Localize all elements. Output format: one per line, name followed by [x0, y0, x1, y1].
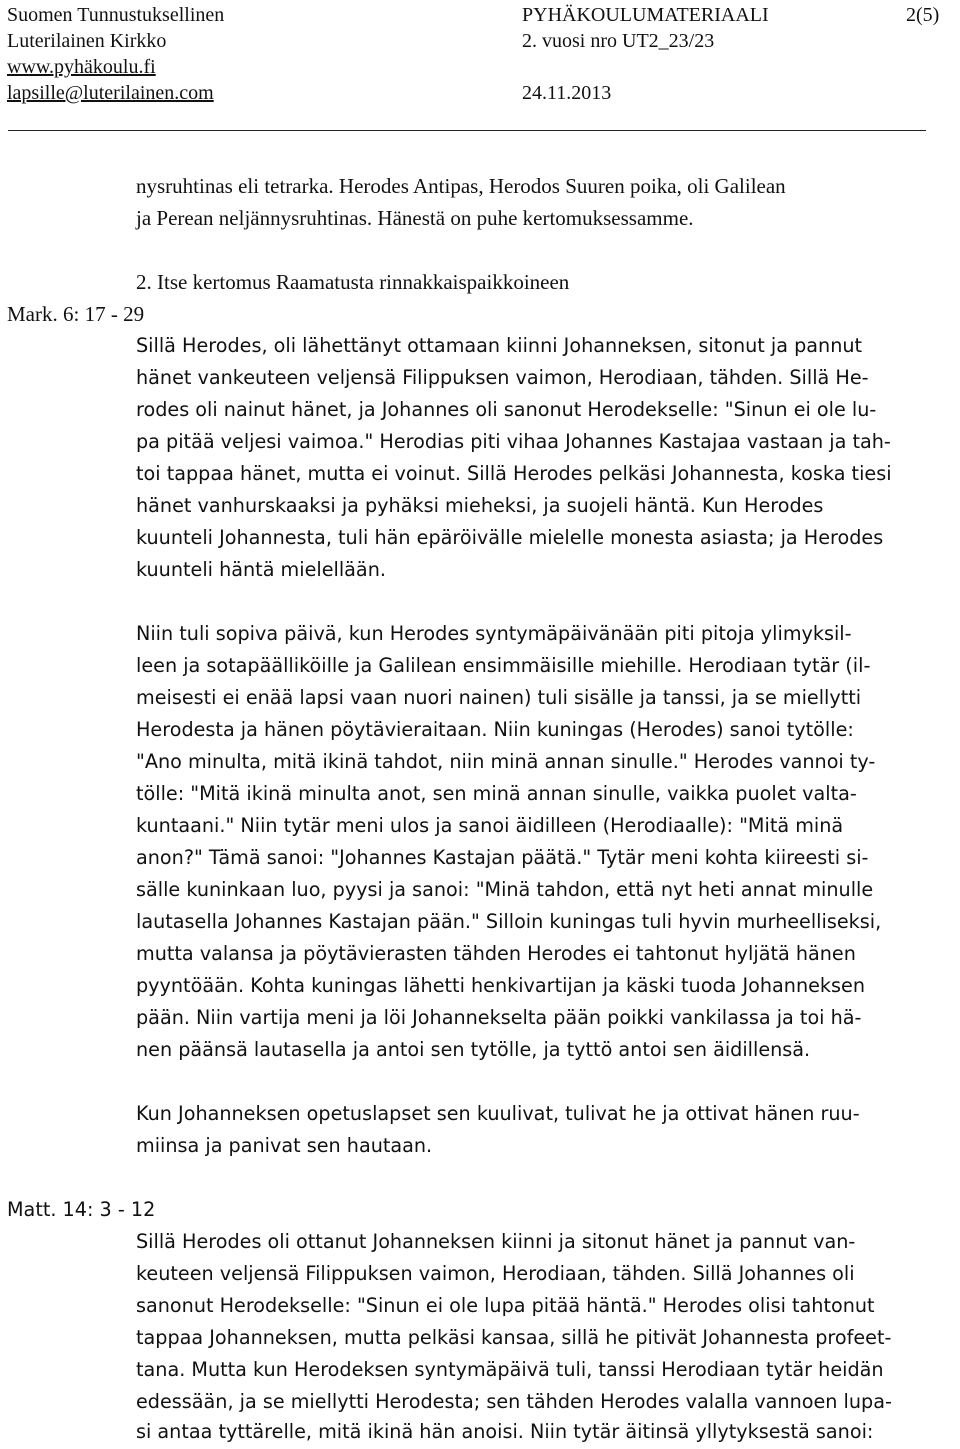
email-link[interactable]: lapsille@luterilainen.com — [7, 82, 214, 104]
text-line: meisesti ei enää lapsi vaan nuori nainen) tuli sisälle ja tanssi, ja se miellytti — [136, 686, 862, 709]
text-line: Herodesta ja hänen pöytävieraitaan. Niin kuningas (Herodes) sanoi tytölle: — [136, 718, 854, 741]
text-line: Kun Johanneksen opetuslapset sen kuulivat, tulivat he ja ottivat hänen ruu- — [136, 1102, 860, 1125]
text-line: pään. Niin vartija meni ja löi Johannekselta pään poikki vankilassa ja toi hä- — [136, 1006, 862, 1029]
text-line: hänet vanhurskaaksi ja pyhäksi mieheksi, ja suojeli häntä. Kun Herodes — [136, 494, 824, 517]
org-name-line2: Luterilainen Kirkko — [7, 30, 167, 52]
header-divider — [8, 130, 926, 131]
text-line: nen päänsä lautasella ja antoi sen tytölle, ja tyttö antoi sen äidillensä. — [136, 1038, 811, 1061]
text-line: keuteen veljensä Filippuksen vaimon, Herodiaan, tähden. Sillä Johannes oli — [136, 1262, 855, 1285]
text-line: tana. Mutta kun Herodeksen syntymäpäivä tuli, tanssi Herodiaan tytär heidän — [136, 1358, 884, 1381]
material-title: PYHÄKOULUMATERIAALI — [522, 4, 769, 26]
text-line: rodes oli nainut hänet, ja Johannes oli sanonut Herodekselle: "Sinun ei ole lu- — [136, 398, 877, 421]
text-line: edessään, ja se miellytti Herodesta; sen tähden Herodes valalla vannoen lupa- — [136, 1390, 892, 1413]
text-line: Niin tuli sopiva päivä, kun Herodes syntymäpäivänään piti pitoja ylimyksil- — [136, 622, 852, 645]
text-line: tappaa Johanneksen, mutta pelkäsi kansaa, sillä he pitivät Johannesta profeet- — [136, 1326, 892, 1349]
text-line: nysruhtinas eli tetrarka. Herodes Antipas, Herodos Suuren poika, oli Galilean — [136, 174, 786, 198]
matt-reference: Matt. 14: 3 - 12 — [7, 1198, 156, 1221]
text-line: pa pitää veljesi vaimoa." Herodias piti vihaa Johannes Kastajaa vastaan ja tah- — [136, 430, 891, 453]
lesson-date: 24.11.2013 — [522, 82, 612, 104]
text-line: toi tappaa hänet, mutta ei voinut. Sillä Herodes pelkäsi Johannesta, koska tiesi — [136, 462, 892, 485]
text-line: kuunteli Johannesta, tuli hän epäröivälle mielelle monesta asiasta; ja Herodes — [136, 526, 884, 549]
text-line: Sillä Herodes, oli lähettänyt ottamaan kiinni Johanneksen, sitonut ja pannut — [136, 334, 863, 357]
text-line: anon?" Tämä sanoi: "Johannes Kastajan päätä." Tytär meni kohta kiireesti si- — [136, 846, 869, 869]
page-number: 2(5) — [906, 4, 940, 26]
mark-reference: Mark. 6: 17 - 29 — [7, 302, 145, 326]
text-line: kuntaani." Niin tytär meni ulos ja sanoi äidilleen (Herodiaalle): "Mitä minä — [136, 814, 844, 837]
text-line: hänet vankeuteen veljensä Filippuksen vaimon, Herodiaan, tähden. Sillä He- — [136, 366, 869, 389]
text-line: pyyntöään. Kohta kuningas lähetti henkivartijan ja käski tuoda Johanneksen — [136, 974, 866, 997]
org-name-line1: Suomen Tunnustuksellinen — [7, 4, 225, 26]
text-line: Sillä Herodes oli ottanut Johanneksen kiinni ja sitonut hänet ja pannut van- — [136, 1230, 856, 1253]
lesson-code: 2. vuosi nro UT2_23/23 — [522, 30, 715, 52]
text-line: lautasella Johannes Kastajan pään." Silloin kuningas tuli hyvin murheelliseksi, — [136, 910, 882, 933]
text-line: leen ja sotapäälliköille ja Galilean ensimmäisille miehille. Herodiaan tytär (il- — [136, 654, 871, 677]
text-line: ja Perean neljännysruhtinas. Hänestä on puhe kertomuksessamme. — [136, 206, 694, 230]
text-line: si antaa tyttärelle, mitä ikinä hän anoisi. Niin tytär äitinsä yllytyksestä sanoi: — [136, 1420, 874, 1443]
text-line: sanonut Herodekselle: "Sinun ei ole lupa pitää häntä." Herodes olisi tahtonut — [136, 1294, 875, 1317]
text-line: kuunteli häntä mielellään. — [136, 558, 386, 581]
text-line: sälle kuninkaan luo, pyysi ja sanoi: "Minä tahdon, että nyt heti annat minulle — [136, 878, 874, 901]
text-line: "Ano minulta, mitä ikinä tahdot, niin minä annan sinulle." Herodes vannoi ty- — [136, 750, 876, 773]
text-line: miinsa ja panivat sen hautaan. — [136, 1134, 433, 1157]
website-link[interactable]: www.pyhäkoulu.fi — [7, 56, 156, 78]
text-line: tölle: "Mitä ikinä minulta anot, sen minä annan sinulle, vaikka puolet valta- — [136, 782, 857, 805]
section-heading: 2. Itse kertomus Raamatusta rinnakkaispaikkoineen — [136, 270, 570, 294]
text-line: mutta valansa ja pöytävierasten tähden Herodes ei tahtonut hyljätä hänen — [136, 942, 856, 965]
